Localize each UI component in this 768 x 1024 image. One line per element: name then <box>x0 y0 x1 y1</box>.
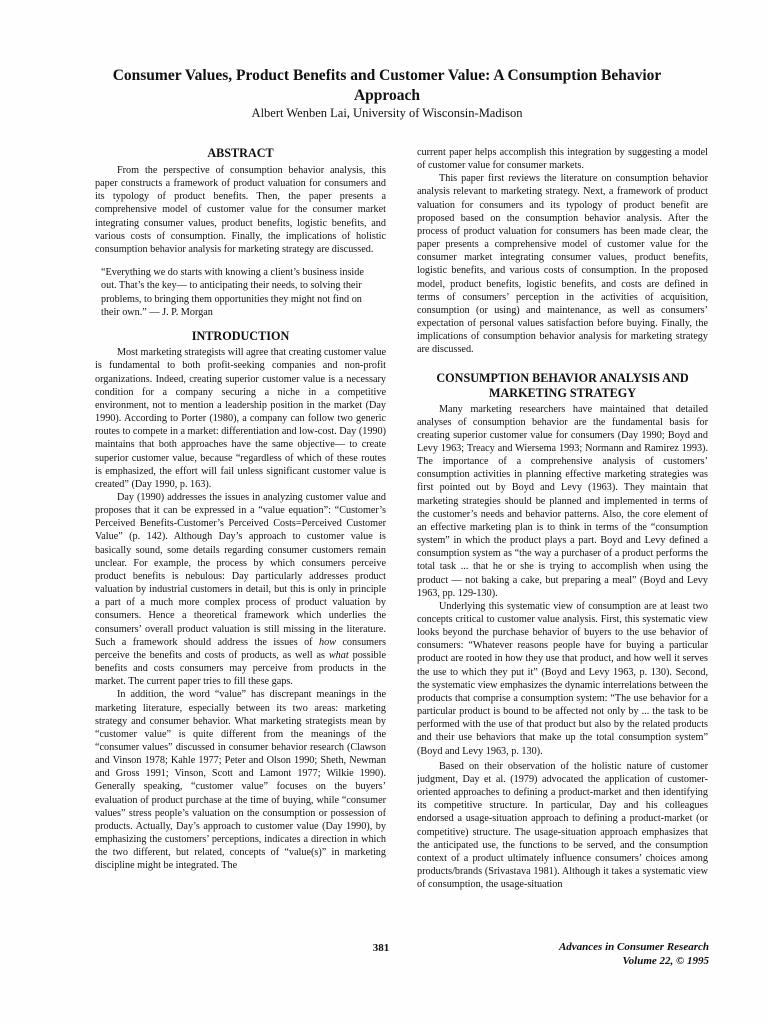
intro-paragraph-2-part-c: possible benefits and costs consumers may perceive from products in the market. The current paper tries to fill these gaps. <box>95 649 386 688</box>
cb-paragraph-2: Underlying this systematic view of consumption are at least two concepts critical to customer value analysis. First, this systematic view looks beyond the purchase behavior of buyers to the use behavior of consumers: “Whatever reasons people have for buying a particular product are rooted in how they use that product, and how well it serves the use to which they put it” (Boyd and Levy 1963, p. 130). Second, the systematic view emphasizes the dynamic interrelations between the products that comprise a consumption system: “The use behavior for a particular product is bound to be affected not only by ... the task to be performed with the use of that product but also by the related products and their use behaviors that make up the total consumption system” (Boyd and Levy 1963, p. 130). <box>417 600 708 757</box>
emphasis-what: what <box>328 649 349 661</box>
intro-paragraph-2-part-b: consumers perceive the benefits and costs of products, as well as <box>95 636 386 661</box>
journal-volume: Volume 22, © 1995 <box>622 955 709 967</box>
consumption-behavior-heading: CONSUMPTION BEHAVIOR ANALYSIS AND MARKETING STRATEGY <box>436 370 689 400</box>
abstract-text: From the perspective of consumption behavior analysis, this paper constructs a framework of product valuation for consumers and its typology of product benefits. Then, the paper presents a comprehensive model of customer value for the consumer market integrating consumer values, product benefits, logistic benefits, and various costs of consumption. Finally, the implications of holistic consumption behavior analysis for marketing strategy are discussed. <box>95 165 386 255</box>
journal-footer <box>559 940 709 968</box>
cb-paragraph-1: Many marketing researchers have maintained that detailed analyses of consumption behavior are the fundamental basis for creating superior customer value for consumers (Day 1990; Boyd and Levy 1963; Treacy and Wiersema 1993; Normann and Ramirez 1993). The importance of a comprehensive analysis of customers’ consumption activities in planning effective marketing strategies was first pointed out by Boyd and Levy (1963). They maintain that marketing strategies should be planned and implemented in terms of the customer’s needs and behavior patterns. Also, the core element of an effective marketing plan is to think in terms of the “consumption system” in which the product plays a part. Boyd and Levy defined a consumption system as “the way a purchaser of a product performs the total task ... that he or she is trying to accomplish when using the product — not baking a cake, but preparing a meal” (Boyd and Levy 1963, pp. 129-130). <box>417 403 708 599</box>
intro-paragraph-3: In addition, the word “value” has discrepant meanings in the marketing literature, especially between its two areas: marketing strategy and consumer behavior. What marketing strategists mean by “customer value” is quite different from the meanings of the “consumer values” discussed in consumer behavior research (Clawson and Vinson 1978; Kahle 1977; Peter and Olson 1990; Sheth, Newman and Gross 1991; Vinson, Scott and Lamont 1977; Wilkie 1990). Generally speaking, “customer value” focuses on the buyers’ evaluation of product purchase at the time of buying, while “consumer values” stress people’s valuation on the consumption or possession of products. Actually, Day’s approach to customer value (Day 1990), by emphasizing the customers’ perceptions, indicates a direction in which the two different, but related, concepts of “value(s)” in marketing discipline might be integrated. The <box>95 689 386 872</box>
emphasis-how: how <box>319 636 336 648</box>
right-column <box>417 146 708 934</box>
paper-title: Consumer Values, Product Benefits and Customer Value: A Consumption Behavior Approach <box>112 67 662 104</box>
paper-author: Albert Wenben Lai, University of Wisconsin-Madison <box>251 106 523 120</box>
abstract-heading: ABSTRACT <box>207 146 274 160</box>
page-number: 381 <box>372 942 390 954</box>
continued-paragraph: current paper helps accomplish this integration by suggesting a model of customer value for consumer markets. <box>417 147 708 172</box>
intro-paragraph-1: Most marketing strategists will agree that creating customer value is fundamental to both profit-seeking companies and non-profit organizations. Indeed, creating superior customer value is a necessary condition for a company securing a niche in a competitive environment, not to mention a leadership position in the market (Day 1990). According to Porter (1980), a company can follow two generic routes to compete in a market: differentiation and low-cost. Day (1990) maintains that both approaches have the same objective— to create superior customer value, because “regardless of which of these routes is emphasized, the effort will fail unless significant customer value is created” (Day 1990, p. 163). <box>95 347 386 490</box>
intro-paragraph-2 <box>95 491 386 688</box>
left-column <box>95 146 386 934</box>
journal-name: Advances in Consumer Research <box>558 941 709 953</box>
introduction-heading: INTRODUCTION <box>191 329 290 344</box>
review-paragraph: This paper first reviews the literature on consumption behavior analysis relevant to marketing strategy. Next, a framework of product valuation for consumers and its typology of product benefit are proposed based on the consumption behavior analysis. After the process of product valuation for consumers has been made clear, the paper presents a comprehensive model of customer value for the consumer market integrating consumer values, product benefits, logistic benefits, and various costs of consumption. In the proposed model, product benefits, logistic benefits, and costs are defined in terms of consumers’ perception in the activities of acquisition, consumption (or using) and maintenance, as well as consumers’ expectation of personal values satisfaction before buying. Finally, the implications of consumption behavior analysis for marketing strategy are discussed. <box>417 173 708 356</box>
epigraph-quote: “Everything we do starts with knowing a client’s business inside out. That’s the key— to anticipating their needs, to solving their problems, to bringing them opportunities they might not find on their own.” — J. P. Morgan <box>101 267 364 318</box>
cb-paragraph-3: Based on their observation of the holistic nature of customer judgment, Day et al. (1979) advocated the application of customer-oriented approaches to defining a product-market and then identifying its competitive structure. In particular, Day and his colleagues endorsed a usage-situation approach to defining a product-market (or competitive) structure. The usage-situation approach emphasizes that the anticipated use, the functions to be served, and the consumption context of a product ultimately influence consumers’ choices among products/brands (Srivastava 1981). Although it takes a systematic view of consumption, the usage-situation <box>417 760 708 891</box>
intro-paragraph-2-part-a: Day (1990) addresses the issues in analyzing customer value and proposes that it can be expressed in a “value equation”: “Customer’s Perceived Benefits-Customer’s Perceived Costs=Perceived Customer Value” (p. 142). Although Day’s approach to customer value is basically sound, some details regarding consumer customers remain unclear. For example, the process by which consumers perceive product benefits is nebulous: Day particularly addresses product valuation by industrial customers in detail, but this is only in principle a part of a much more complex process of product valuation by consumers. Hence a theoretical framework which underlies the consumers’ overall product valuation is still missing in the literature. Such a framework should address the issues of <box>95 492 386 648</box>
